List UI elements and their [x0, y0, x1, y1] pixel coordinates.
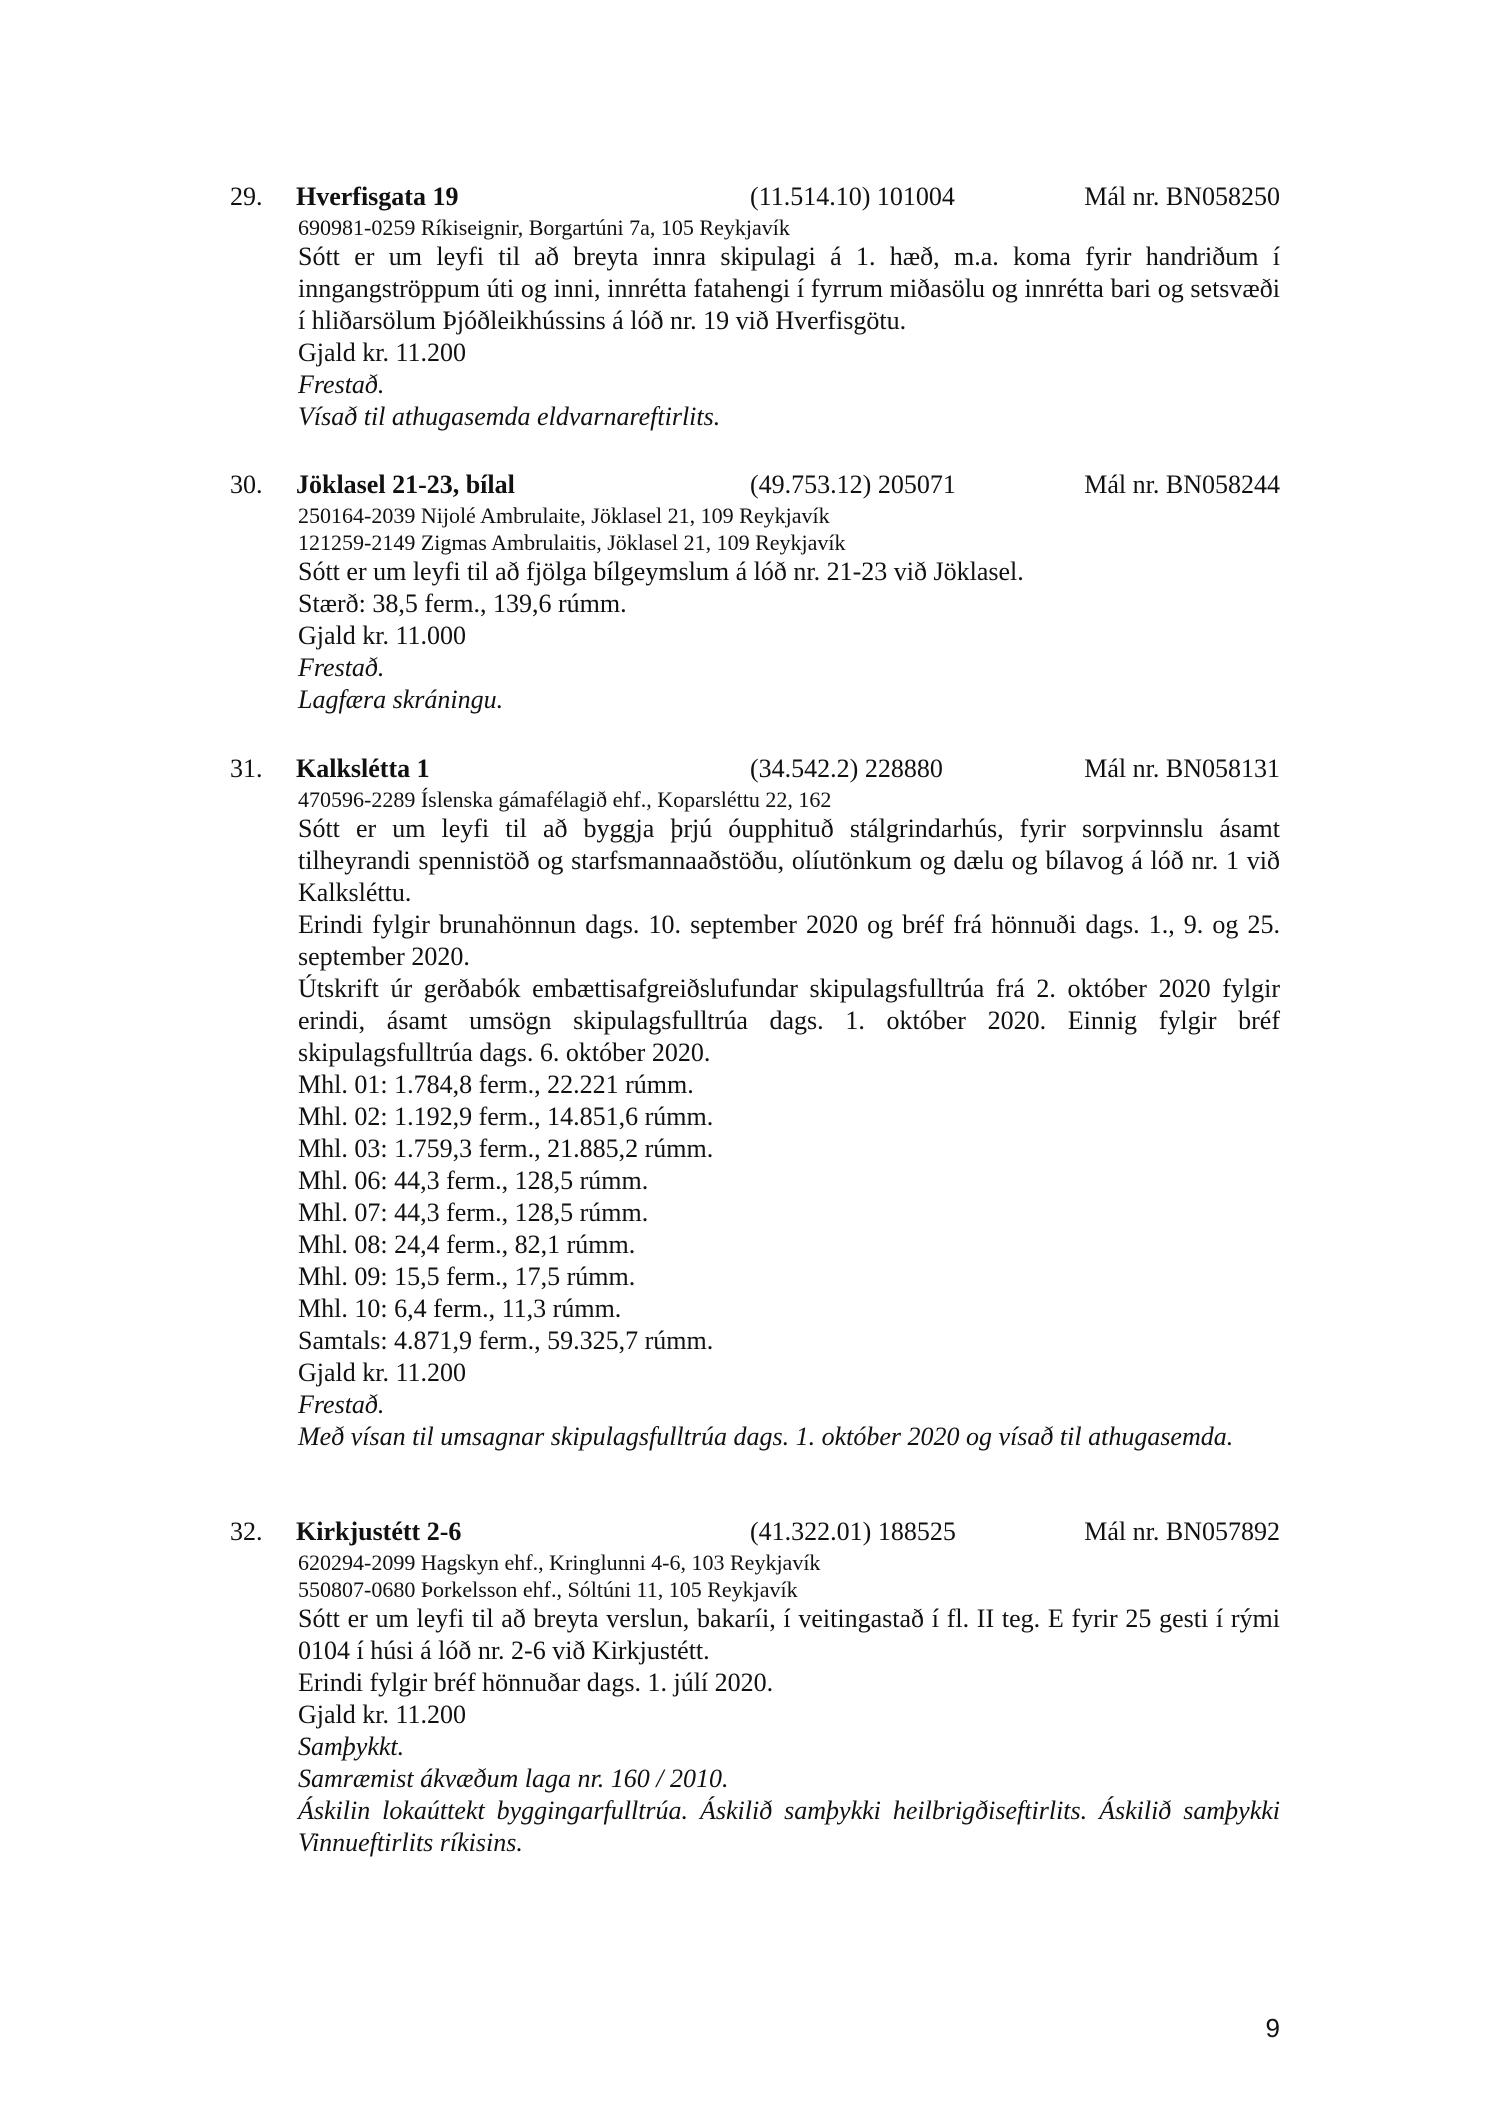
measurement-list: [298, 1069, 1280, 1357]
measurement-total: Samtals: 4.871,9 ferm., 59.325,7 rúmm.: [298, 1326, 714, 1355]
owner-line: 470596-2289 Íslenska gámafélagið ehf., Koparsléttu 22, 162: [298, 787, 832, 812]
fee-line: Gjald kr. 11.000: [298, 621, 467, 650]
decision-line: Frestað.: [298, 1390, 385, 1419]
entry-number: 29.: [230, 182, 263, 211]
measurement-line: Mhl. 03: 1.759,3 ferm., 21.885,2 rúmm.: [298, 1134, 714, 1163]
entry-reference: (49.753.12) 205071: [750, 470, 956, 499]
measurement-line: Mhl. 08: 24,4 ferm., 82,1 rúmm.: [298, 1230, 636, 1259]
entry-address: Jöklasel 21-23, bílal: [296, 470, 515, 499]
entry-case-number: Mál nr. BN058131: [1084, 754, 1280, 783]
entry-reference: (11.514.10) 101004: [750, 182, 955, 211]
decision-line: Frestað.: [298, 370, 385, 399]
entry-paragraph: Sótt er um leyfi til að breyta innra skipulagi á 1. hæð, m.a. koma fyrir handriðum í inngangströppum úti og inni, innrétta fatahengi í fyrrum miðasölu og innrétta bari og setsvæði í hliðarsölum Þjóðleikhússins á lóð nr. 19 við Hverfisgötu.: [298, 242, 1280, 335]
measurement-line: Mhl. 09: 15,5 ferm., 17,5 rúmm.: [298, 1262, 636, 1291]
owner-line: 250164-2039 Nijolé Ambrulaite, Jöklasel 21, 109 Reykjavík: [298, 503, 830, 528]
remark-line: Áskilin lokaúttekt byggingarfulltrúa. Áskilið samþykki heilbrigðiseftirlits. Áskilið samþykki Vinnueftirlits ríkisins.: [298, 1796, 1280, 1857]
measurement-line: Mhl. 02: 1.192,9 ferm., 14.851,6 rúmm.: [298, 1102, 714, 1131]
entry-paragraph: Erindi fylgir bréf hönnuðar dags. 1. júlí 2020.: [298, 1668, 774, 1697]
entry-reference: (34.542.2) 228880: [750, 754, 943, 783]
entry-header: [0, 752, 1500, 786]
entry-body: [298, 1603, 1280, 1859]
case-entry-30: [0, 468, 1500, 716]
case-entry-31: [0, 752, 1500, 1453]
entry-number: 31.: [230, 754, 263, 783]
decision-line: Frestað.: [298, 653, 385, 682]
remark-line: Lagfæra skráningu.: [298, 685, 504, 714]
fee-line: Gjald kr. 11.200: [298, 1358, 467, 1387]
entry-body: [298, 813, 1280, 1453]
measurement-line: Mhl. 06: 44,3 ferm., 128,5 rúmm.: [298, 1166, 649, 1195]
size-line: Stærð: 38,5 ferm., 139,6 rúmm.: [298, 589, 627, 618]
owner-line: 550807-0680 Þorkelsson ehf., Sóltúni 11, 105 Reykjavík: [298, 1577, 798, 1602]
case-entry-32: [0, 1515, 1500, 1859]
entry-case-number: Mál nr. BN058250: [1084, 182, 1280, 211]
entry-paragraph: Sótt er um leyfi til að byggja þrjú óupphituð stálgrindarhús, fyrir sorpvinnslu ásamt tilheyrandi spennistöð og starfsmannaaðstöðu, olíutönkum og dælu og bílavog á lóð nr. 1 við Kalksléttu.: [298, 814, 1280, 907]
entry-reference: (41.322.01) 188525: [750, 1517, 956, 1546]
entry-address: Kalkslétta 1: [296, 754, 430, 783]
entry-address: Hverfisgata 19: [296, 182, 459, 211]
entry-number: 30.: [230, 470, 263, 499]
entry-body: [298, 556, 1280, 716]
entry-header: [0, 180, 1500, 214]
measurement-line: Mhl. 07: 44,3 ferm., 128,5 rúmm.: [298, 1198, 649, 1227]
owner-line: 121259-2149 Zigmas Ambrulaitis, Jöklasel 21, 109 Reykjavík: [298, 530, 846, 555]
entry-case-number: Mál nr. BN058244: [1084, 470, 1280, 499]
entry-paragraph: Sótt er um leyfi til að breyta verslun, bakaríi, í veitingastað í fl. II teg. E fyrir 25 gesti í rými 0104 í húsi á lóð nr. 2-6 við Kirkjustétt.: [298, 1604, 1280, 1665]
owner-line: 620294-2099 Hagskyn ehf., Kringlunni 4-6, 103 Reykjavík: [298, 1550, 821, 1575]
remark-line: Vísað til athugasemda eldvarnareftirlits.: [298, 402, 721, 431]
fee-line: Gjald kr. 11.200: [298, 338, 467, 367]
case-entry-29: [0, 180, 1500, 433]
page-number: 9: [1265, 2013, 1280, 2043]
entry-paragraph: Sótt er um leyfi til að fjölga bílgeymslum á lóð nr. 21-23 við Jöklasel.: [298, 557, 1024, 586]
entry-header: [0, 1515, 1500, 1549]
entry-address: Kirkjustétt 2-6: [296, 1517, 462, 1546]
entry-body: [298, 241, 1280, 433]
fee-line: Gjald kr. 11.200: [298, 1700, 467, 1729]
entry-paragraph: Erindi fylgir brunahönnun dags. 10. september 2020 og bréf frá hönnuði dags. 1., 9. og 25. september 2020.: [298, 910, 1280, 971]
entry-number: 32.: [230, 1517, 263, 1546]
measurement-line: Mhl. 01: 1.784,8 ferm., 22.221 rúmm.: [298, 1070, 694, 1099]
measurement-line: Mhl. 10: 6,4 ferm., 11,3 rúmm.: [298, 1294, 622, 1323]
remark-line: Samræmist ákvæðum laga nr. 160 / 2010.: [298, 1764, 729, 1793]
owner-line: 690981-0259 Ríkiseignir, Borgartúni 7a, 105 Reykjavík: [298, 215, 790, 240]
entry-paragraph: Útskrift úr gerðabók embættisafgreiðslufundar skipulagsfulltrúa frá 2. október 2020 fylgir erindi, ásamt umsögn skipulagsfulltrúa dags. 1. október 2020. Einnig fylgir bréf skipulagsfulltrúa dags. 6. október 2020.: [298, 974, 1280, 1067]
entry-case-number: Mál nr. BN057892: [1084, 1517, 1280, 1546]
remark-line: Með vísan til umsagnar skipulagsfulltrúa dags. 1. október 2020 og vísað til athugasemda.: [298, 1422, 1234, 1451]
decision-line: Samþykkt.: [298, 1732, 405, 1761]
entry-header: [0, 468, 1500, 502]
